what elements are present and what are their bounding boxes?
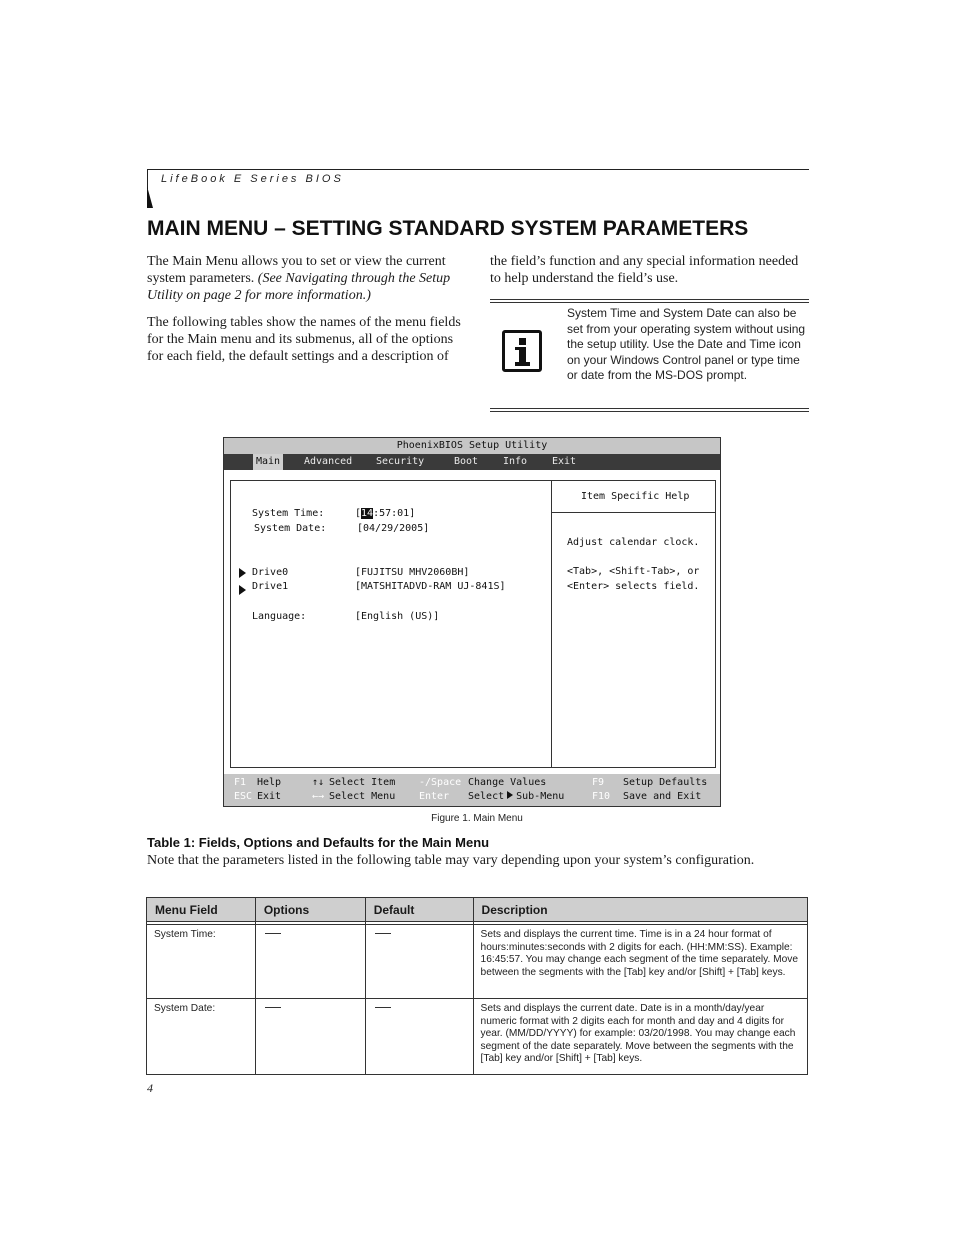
bios-language-label: Language: (252, 611, 307, 622)
col-header-options: Options (255, 898, 365, 922)
bios-screenshot (223, 437, 721, 807)
bios-key-leftright-desc: Select Menu (329, 791, 396, 802)
dash-mark (265, 933, 281, 934)
bios-help-line-2: <Tab>, <Shift-Tab>, or (567, 566, 700, 577)
col-header-default: Default (365, 898, 473, 922)
col-header-description: Description (473, 898, 807, 922)
bios-system-time-hours[interactable]: 14 (361, 508, 374, 519)
page-title: MAIN MENU – SETTING STANDARD SYSTEM PARAMETERS (147, 217, 749, 240)
cell-menu-field: System Time: (147, 925, 256, 999)
table-row (147, 925, 808, 999)
info-icon (502, 330, 542, 372)
bios-key-f9-desc: Setup Defaults (623, 777, 708, 788)
bios-drive0-label[interactable]: Drive0 (252, 567, 289, 578)
bios-menu-info[interactable]: Info (503, 456, 528, 467)
bios-key-f10-desc: Save and Exit (623, 791, 702, 802)
bios-key-f1: F1 (234, 777, 247, 788)
intro-left-column (147, 253, 467, 375)
cell-options (255, 925, 365, 999)
bios-key-space: -/Space (419, 777, 462, 788)
left-right-arrow-icon: ←→ (312, 791, 325, 802)
bios-system-date-label: System Date: (254, 523, 327, 534)
bios-system-time-label: System Time: (252, 508, 325, 519)
intro-p1-crossref: (See Navigating through the Setup Utility on page 2 for more information.) (147, 271, 451, 303)
bios-key-enter-desc-a: Select (468, 791, 505, 802)
bios-key-space-desc: Change Values (468, 777, 547, 788)
table-title: Table 1: Fields, Options and Defaults for the Main Menu (147, 835, 490, 850)
page-number: 4 (147, 1081, 153, 1095)
bios-system-time-field[interactable] (355, 508, 415, 519)
bios-menu-security[interactable]: Security (376, 456, 425, 467)
bios-menu-bar (224, 454, 720, 470)
bios-help-line-1: Adjust calendar clock. (567, 537, 700, 548)
table-note: Note that the parameters listed in the following table may vary depending upon your system’s configuration. (147, 853, 755, 868)
cell-options (255, 999, 365, 1075)
bios-key-legend (224, 774, 720, 806)
header-tick-mark (147, 186, 153, 208)
note-bottom-rule (490, 408, 809, 412)
cell-menu-field: System Date: (147, 999, 256, 1075)
bios-language-field[interactable]: [English (US)] (355, 611, 440, 622)
bios-panel-divider (551, 480, 552, 768)
bios-system-time-rest: :57:01] (373, 508, 416, 519)
bios-menu-advanced[interactable]: Advanced (304, 456, 353, 467)
cell-description: Sets and displays the current time. Time is in a 24 hour format of hours:minutes:seconds with 2 digits for each. (HH:MM:SS). Example: 16:45:57. You may change each segment of the time separately. Move between the segments with the [Tab] key and/or [Shift] + [Tab] keys. (473, 925, 807, 999)
bios-key-esc-desc: Exit (257, 791, 282, 802)
bios-key-enter-desc (468, 791, 564, 802)
bios-drive1-value: [MATSHITADVD-RAM UJ-841S] (355, 581, 506, 592)
bios-key-f1-desc: Help (257, 777, 282, 788)
bios-key-f10: F10 (592, 791, 611, 802)
bios-menu-boot[interactable]: Boot (454, 456, 479, 467)
intro-p1-text: The Main Menu allows you to set or view the current system parameters. (147, 254, 446, 286)
note-top-rule (490, 299, 809, 303)
bios-menu-exit[interactable]: Exit (552, 456, 577, 467)
main-menu-table (146, 897, 808, 1075)
bios-key-f9: F9 (592, 777, 605, 788)
intro-paragraph-3: the field’s function and any special information needed to help understand the field’s use. (490, 254, 799, 286)
cell-default (365, 925, 473, 999)
bios-menu-main[interactable]: Main (253, 454, 283, 470)
dash-mark (375, 933, 391, 934)
bios-key-updown-desc: Select Item (329, 777, 396, 788)
submenu-arrow-icon (507, 791, 513, 799)
figure-caption: Figure 1. Main Menu (431, 813, 523, 824)
col-header-menu-field: Menu Field (147, 898, 256, 922)
up-down-arrow-icon: ↑↓ (312, 777, 325, 788)
dash-mark (265, 1007, 281, 1008)
bios-drive1-label[interactable]: Drive1 (252, 581, 289, 592)
table-row (147, 999, 808, 1075)
bios-bracket: [ (355, 508, 362, 519)
intro-right-column (490, 253, 810, 287)
bios-key-esc: ESC (234, 791, 253, 802)
intro-paragraph-1 (147, 253, 467, 304)
dash-mark (375, 1007, 391, 1008)
intro-paragraph-2: The following tables show the names of the menu fields for the Main menu and its submenus, all of the options for each field, the default settings and a description of (147, 315, 461, 364)
cell-description: Sets and displays the current date. Date is in a month/day/year numeric format with 2 digits each for month and day and 4 digits for year. (MM/DD/YYYY) for example: 03/20/1998. You may change each segment of the date separately. Move between the segments with the [Tab] key and/or [Shift] + [Tab] keys. (473, 999, 807, 1075)
table-header-row (147, 898, 808, 922)
bios-key-enter: Enter (419, 791, 450, 802)
bios-title: PhoenixBIOS Setup Utility (224, 438, 720, 454)
cell-default (365, 999, 473, 1075)
note-text: System Time and System Date can also be set from your operating system without using the setup utility. Use the Date and Time icon on your Windows Control panel or type time or date from the MS-DOS prompt. (567, 306, 806, 382)
submenu-arrow-icon (239, 568, 246, 578)
bios-help-title: Item Specific Help (581, 491, 690, 502)
bios-drive0-value: [FUJITSU MHV2060BH] (355, 567, 470, 578)
bios-system-date-field[interactable]: [04/29/2005] (357, 523, 430, 534)
header-rule (147, 169, 809, 170)
submenu-arrow-icon (239, 585, 246, 595)
running-head: LifeBook E Series BIOS (161, 173, 344, 185)
bios-key-enter-desc-b: Sub-Menu (516, 791, 565, 802)
bios-help-line-3: <Enter> selects field. (567, 581, 700, 592)
bios-help-divider (552, 512, 715, 513)
